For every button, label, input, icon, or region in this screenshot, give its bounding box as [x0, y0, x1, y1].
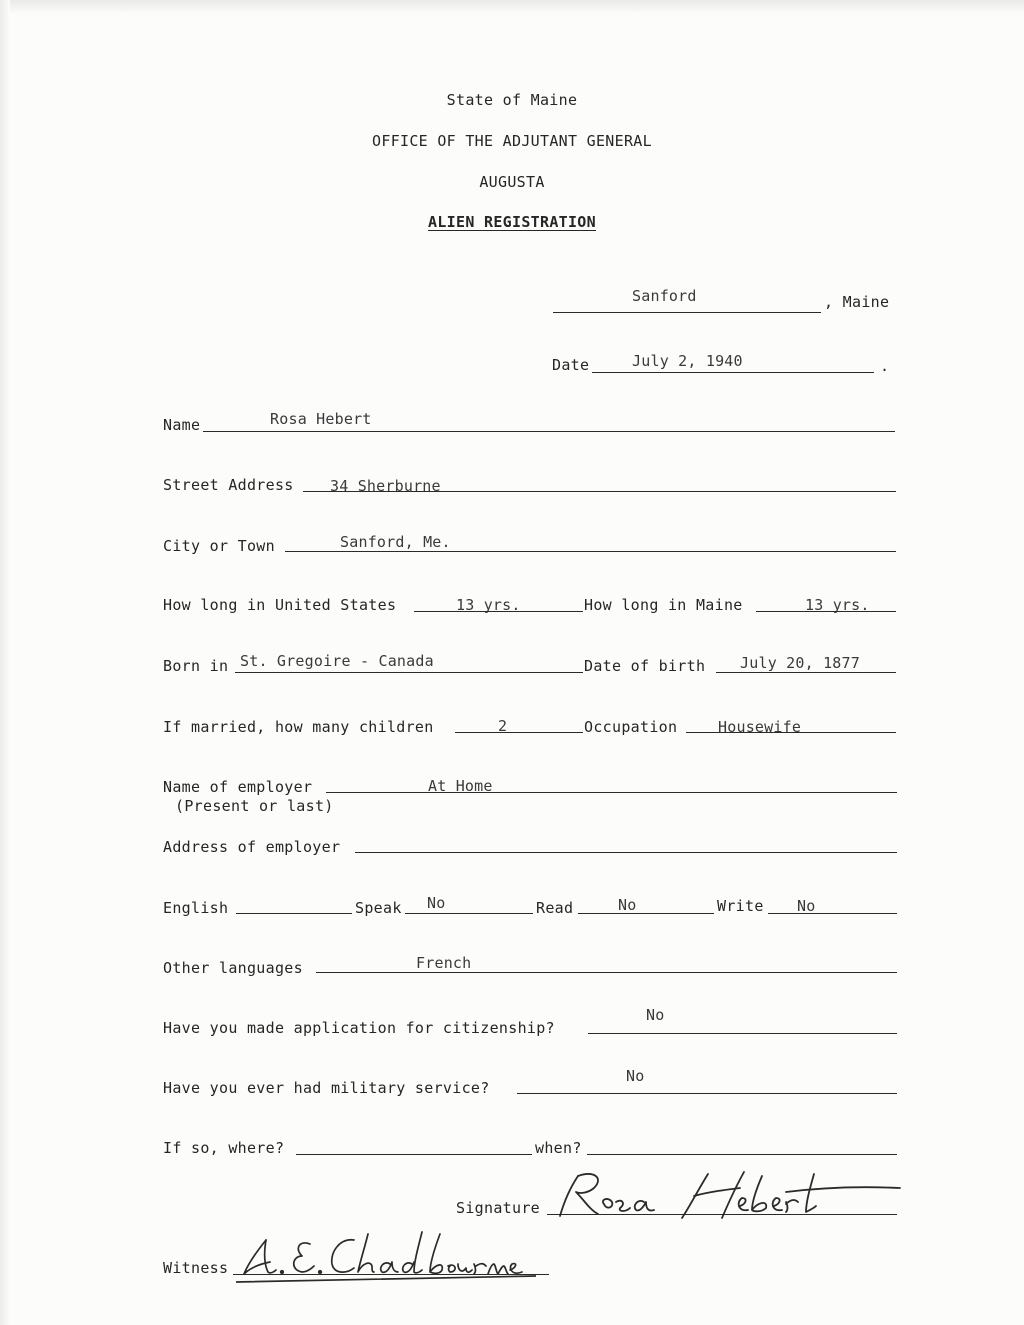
born-value: St. Gregoire - Canada: [240, 652, 434, 670]
name-line: [203, 431, 895, 432]
military-label: Have you ever had military service?: [163, 1079, 490, 1097]
city-value: Sanford, Me.: [340, 533, 451, 551]
other-languages-line: [316, 972, 897, 973]
read-label: Read: [536, 899, 574, 917]
english-line: [236, 913, 352, 914]
dob-label: Date of birth: [584, 657, 706, 675]
scan-edge-top: [0, 0, 1024, 14]
street-line: [303, 491, 896, 492]
date-value: July 2, 1940: [632, 352, 743, 370]
maine-length-value: 13 yrs.: [805, 596, 870, 614]
write-line: [768, 913, 897, 914]
dob-value: July 20, 1877: [740, 654, 860, 672]
signature-label: Signature: [456, 1199, 540, 1217]
children-line: [455, 732, 583, 733]
us-length-line: [414, 611, 583, 612]
date-label: Date: [552, 356, 590, 374]
town-value: Sanford: [632, 287, 697, 305]
street-value: 34 Sherburne: [330, 477, 441, 495]
occupation-line: [686, 732, 896, 733]
born-line: [235, 672, 583, 673]
other-languages-label: Other languages: [163, 959, 303, 977]
military-value: No: [626, 1067, 645, 1085]
employer-line: [326, 792, 897, 793]
read-line: [578, 913, 714, 914]
english-label: English: [163, 899, 229, 917]
speak-line: [405, 913, 533, 914]
employer-address-label: Address of employer: [163, 838, 341, 856]
signature-handwriting: [548, 1162, 908, 1226]
street-label: Street Address: [163, 476, 294, 494]
employer-label: Name of employer: [163, 778, 313, 796]
name-label: Name: [163, 416, 201, 434]
occupation-value: Housewife: [718, 718, 802, 736]
header-state: State of Maine: [446, 91, 578, 109]
where-label: If so, where?: [163, 1139, 285, 1157]
date-line: [592, 372, 874, 373]
header-city: AUGUSTA: [479, 173, 545, 191]
town-line: [553, 312, 821, 313]
write-label: Write: [717, 897, 764, 915]
maine-suffix: , Maine: [824, 293, 890, 311]
us-length-label: How long in United States: [163, 596, 397, 614]
military-line: [517, 1093, 897, 1094]
read-value: No: [618, 896, 637, 914]
scan-edge-left: [0, 0, 10, 1325]
header-office: OFFICE OF THE ADJUTANT GENERAL: [372, 132, 652, 150]
citizenship-line: [588, 1033, 897, 1034]
city-line: [285, 551, 896, 552]
occupation-label: Occupation: [584, 718, 678, 736]
employer-address-line: [355, 852, 897, 853]
employer-sublabel: (Present or last): [175, 797, 334, 815]
witness-label: Witness: [163, 1259, 229, 1277]
write-value: No: [797, 897, 816, 915]
when-label: when?: [535, 1139, 582, 1157]
name-value: Rosa Hebert: [270, 410, 372, 428]
date-end: .: [880, 357, 890, 375]
form-title: ALIEN REGISTRATION: [428, 213, 596, 231]
children-value: 2: [498, 717, 508, 735]
us-length-value: 13 yrs.: [456, 596, 521, 614]
citizenship-value: No: [646, 1006, 665, 1024]
speak-value: No: [427, 894, 446, 912]
speak-label: Speak: [355, 899, 402, 917]
employer-value: At Home: [428, 777, 493, 795]
maine-length-label: How long in Maine: [584, 596, 743, 614]
other-languages-value: French: [416, 954, 472, 972]
born-label: Born in: [163, 657, 229, 675]
witness-handwriting: [236, 1226, 536, 1286]
city-label: City or Town: [163, 537, 275, 555]
children-label: If married, how many children: [163, 718, 434, 736]
dob-line: [716, 672, 896, 673]
when-line: [587, 1154, 897, 1155]
maine-length-line: [756, 611, 896, 612]
citizenship-label: Have you made application for citizenship?: [163, 1019, 555, 1037]
where-line: [296, 1154, 532, 1155]
